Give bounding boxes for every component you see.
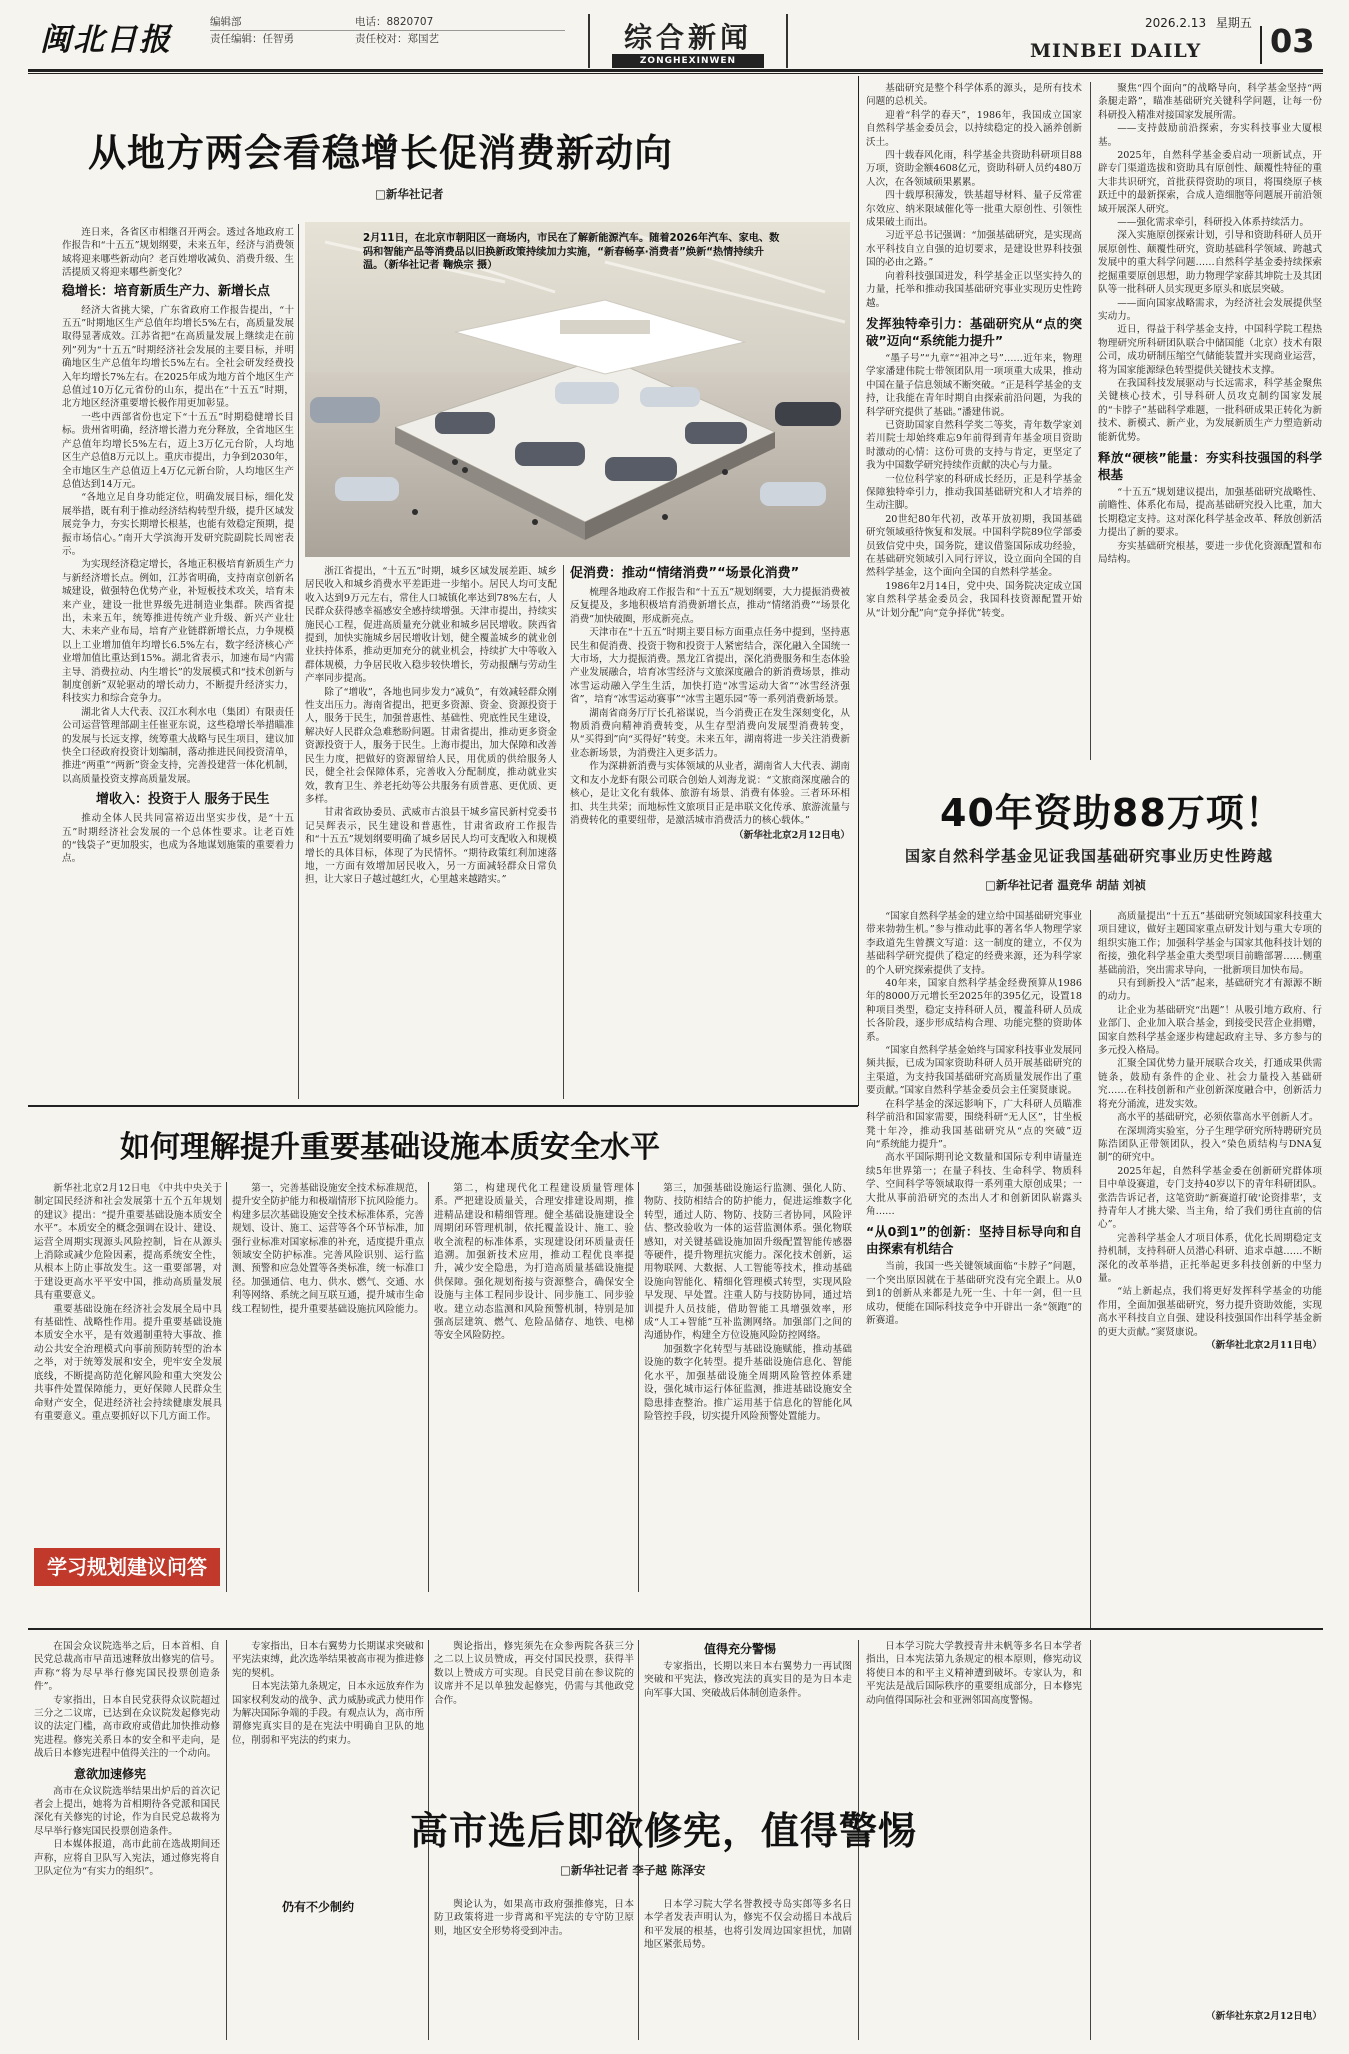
article-1-photo-caption: 2月11日，在北京市朝阳区一商场内，市民在了解新能源汽车。随着2026年汽车、家电、数码和智能产品等消费品以旧换新政策持续加力实施，“新春畅享·消费者”焕新“热情持续升温。（新华社记者 鞠焕宗 摄） [363, 233, 780, 271]
duty-editor: 责任编辑：任智勇 [210, 33, 294, 45]
article-2-paragraph: 基础研究是整个科学体系的源头，是所有技术问题的总机关。 [866, 83, 1082, 108]
article-4-subheading: 仍有不少制约 [282, 1900, 355, 1914]
article-1-paragraph: 湖北省人大代表、汉江水利水电（集团）有限责任公司运营管理部副主任崔亚东说，这些稳增长举措瞄准的发展与长远支撑，统筹重大战略与民生项目，建议加快全口径政府投资计划编制，落动推进民间投资清单，推进“两重”“两新”资金支持，完善投建营一体化机制，以高质量投资支撑高质量发展。 [62, 706, 294, 785]
article-2-paragraph: 只有到新投入“活”起来，基础研究才有源源不断的动力。 [1098, 978, 1322, 1003]
article-2-paragraph: 习近平总书记强调：“加强基础研究，是实现高水平科技自立自强的迫切要求，是建设世界科技强国的必由之路。” [866, 230, 1082, 269]
article-2-paragraph: 高水平国际期刊论文数量和国际专利申请量连续5年世界第一；在量子科技、生命科学、物质科学、空间科学等领域取得一系列重大原创成果；一大批从事前沿研究的杰出人才和创新团队崭露头角…… [866, 1152, 1082, 1217]
article-3-paragraph: 第一，完善基础设施安全技术标准规范，提升安全防护能力和极端情形下抗风险能力。构建多层次基础设施安全技术标准体系，完善规划、设计、施工、运营等各个环节标准，加强行业标准对国家标准的补充，适度提升重点领域安全防护标准。完善风险识别、运行监测、预警和应急处置等各类标准，统一标准口径。加强通信、电力、供水、燃气、交通、水利等网络、系统之间互联互通，提升城市生命线工程韧性，提升重要基础设施抗风险能力。 [232, 1183, 424, 1315]
article-2-paragraph: 已资助国家自然科学奖二等奖，青年数学家刘若川院士却始终难忘9年前得到青年基金项目资助时激动的心情：这份可贵的支持与肯定，更坚定了我为中国数学研究持续作贡献的决心与力量。 [866, 419, 1082, 472]
article-4-paragraph: 舆论指出，修宪须先在众参两院各获三分之二以上议员赞成，再交付国民投票，获得半数以上赞成方可实现。自民党目前在参议院的议席并不足以单独发起修宪，仍需与其他政党合作。 [434, 1641, 634, 1706]
article-2-paragraph: “站上新起点，我们将更好发挥科学基金的功能作用，全面加强基础研究，努力提升资助效能，实现高水平科技自立自强、建设科技强国作出科学基金新的更大贡献。”窦贤康说。 [1098, 1286, 1322, 1338]
article-2-paragraph: “国家自然科学基金的建立给中国基础研究事业带来勃勃生机。”参与推动此事的著名华人物理学家李政道先生曾撰文写道：这一制度的建立，不仅为基础科学研究提供了稳定的经费来源，还为科学家的个人研究探索提供了支持。 [866, 911, 1082, 976]
article-2-paragraph: ——面向国家战略需求，为经济社会发展提供坚实动力。 [1098, 297, 1322, 322]
article-1-byline: □新华社记者 [375, 187, 444, 201]
article-2-paragraph: 2025年，自然科学基金委启动一项新试点，开辟专门渠道选拔和资助具有原创性、颠覆性特征的重大非共识研究，首批获得资助的项目，将围绕原子核跃迁中的最新探索，合成人造细胞等问题展开前沿领域开展深人研究。 [1098, 150, 1322, 215]
article-2-paragraph: 在科学基金的深远影响下，广大科研人员瞄准科学前沿和国家需要，围绕科研“无人区”，甘坐板凳十年冷，推动我国基础研究从“点的突破”迈向“系统能力提升”。 [866, 1098, 1082, 1150]
article-1-paragraph: 推动全体人民共同富裕迈出坚实步伐，是“十五五”时期经济社会发展的一个总体性要求。让老百姓的“钱袋子”更加殷实，也成为各地谋划施策的重要着力点。 [62, 813, 294, 865]
article-4-paragraph: 日本媒体报道，高市此前在选战期间还声称，应将自卫队写入宪法，通过修宪将自卫队定位为“有实力的组织”。 [34, 1839, 220, 1878]
article-4-byline: □新华社记者 李子越 陈泽安 [560, 1863, 706, 1877]
article-2-paragraph: 当前，我国一些关键领域面临“卡脖子”问题，一个突出原因就在于基础研究没有完全跟上。从0到1的创新从来都是九死一生、十年一剑，但一旦成功，便能在国际科技竞争中开辟出一条“领跑”的新赛道。 [866, 1261, 1082, 1326]
article-2-paragraph: 高质量提出“十五五”基础研究领域国家科技重大项目建议，做好主题国家重点研发计划与重大专项的组织实施工作；加强科学基金与国家其他科技计划的衔接，強化科学基金重大类型项目前瞻部署……侧重基础前沿，突出需求导向，一批新项目加快布局。 [1098, 911, 1322, 976]
section-box [588, 14, 788, 68]
article-2-paragraph: 完善科学基金人才项目体系，优化长周期稳定支持机制，支持科研人员潜心科研、追求卓越……不断深化的改革举措，正托举起更多科技创新的中坚力量。 [1098, 1232, 1322, 1284]
article-1-subheading: 增收入：投资于人 服务于民生 [96, 792, 270, 808]
study-qa-banner [34, 1548, 220, 1586]
phone-number: 8820707 [386, 16, 434, 28]
article-2-paragraph: ——支持鼓励前沿探索，夯实科技事业大厦根基。 [1098, 123, 1322, 148]
article-1-paragraph: 天津市在“十五五”时期主要目标方面重点任务中提到，坚持惠民生和促消费、投资于物和投资于人紧密结合，深化融入全国统一大市场，大力提振消费。黑龙江省提出，深化消费服务和生态体验产业发展融合，培育冰雪经济与文旅深度融合的新消费场景，推动冰雪运动融入学生生活，加快打造“冰雪运动大省”“冰雪经济强省”，培育“冰雪运动赛事”“冰雪主题乐园”等一系列消费新场景。 [570, 627, 850, 706]
article-3-paragraph: 第三，加强基础设施运行监测、强化人防、物防、技防相结合的防护能力，促进运维数字化转型，通过人防、物防、技防三者协同，风险评估、整改验收为一体的运营监测体系。强化物联感知，对关键基础设施加固升级配置智能传感器等硬件，提升物理抗灾能力。深化技术创新，运用物联网、大数据、人工智能等技术，推动基础设施向智能化、精细化管理模式转型，实现风险早发现、早处置。注重人防与技防协同，通过培训提升人员技能，借助智能工具增强效率，形成“人工+智能”互补监测网络。加强部门之间的沟通协作，构建全方位设施风险防控网络。 [644, 1183, 852, 1342]
article-2-subheading: “从0到1”的创新：坚持目标导向和自由探索有机结合 [866, 1224, 1082, 1257]
article-2-subtitle: 国家自然科学基金见证我国基础研究事业历史性跨越 [905, 847, 1274, 865]
article-2-paragraph: “十五五”规划建议提出，加强基础研究战略性、前瞻性、体系化布局，提高基础研究投入比重，加大长期稳定支持。这对深化科学基金改革、释放创新活力提出了新的要求。 [1098, 486, 1322, 539]
article-4-subheading: 意欲加速修宪 [74, 1766, 147, 1781]
article-2-paragraph: 近日，得益于科学基金支持，中国科学院工程热物理研究所科研团队联合中储国能（北京）技术有限公司，成功研制压缩空气储能装置并实现商业运营，将为国家能源绿色转型提供关键技术支撑。 [1098, 324, 1322, 376]
article-2-paragraph: 一位位科学家的科研成长经历，正是科学基金保障独特牵引力，推动我国基础研究和人才培养的生动注脚。 [866, 473, 1082, 512]
article-2-paragraph: 四十载春风化雨，科学基金共资助科研项目88万项，资助金额4608亿元，资助科研人员约480万人次，在各领域硕果累累。 [866, 150, 1082, 188]
article-4-paragraph: 日本学习院大学名誉教授寺岛实郎等多名日本学者发表声明认为，修宪不仅会动摇日本战后和平发展的根基，也将引发周边国家担忧，加剧地区紧张局势。 [644, 1899, 852, 1951]
phone-label: 电话： [355, 16, 387, 28]
section-title: 综合新闻 [623, 21, 752, 54]
article-1-subheading: 稳增长：培育新质生产力、新增长点 [62, 283, 271, 299]
article-1-paragraph: 除了“增收”，各地也同步发力“减负”，有效减轻群众刚性支出压力。海南省提出，把更多资源、资金、资源投资于人，服务于民生，加强普惠性、基础性、兜底性民生建设，解决好人民群众急难愁盼问题。甘肃省提出，推动更多资金资源投资于人，服务于民生。上海市提出，加大保障和改善民生力度，把做好的资源留给人民，用优质的供给服务人民，健全社会保障体系，完善收入分配制度，推动就业实效，教育卫生、养老托幼等公共服务有质普惠、更优质、更多样。 [305, 686, 557, 805]
article-3-paragraph: 第二，构建现代化工程建设质量管理体系。严把建设质量关，合理安排建设周期，推进精品建设和精细管理。健全基础设施建设全周期闭环管理机制，依托覆盖设计、施工、验收全流程的标准体系，实现建设闭环质量责任追溯。加强新技术应用，推动工程优良率提升，减少安全隐患，为打造高质量基础设施提供保障。强化规划衔接与资源整合，确保安全设施与主体工程同步设计、同步施工、同步验收。建立动态监测和风险预警机制，特别是加强高层建筑、燃气、危险品储存、地铁、电梯等安全风险防控。 [434, 1183, 634, 1342]
editor-line: 编辑部 [210, 16, 242, 28]
article-1-paragraph: 为实现经济稳定增长，各地正积极培育新质生产力与新经济增长点。例如，江苏省明确，支持南京创新名城建设，做强特色优势产业，补短板技术攻关，培育未来产业，建设一批世界级先进制造业集群。陕西省提出，未来五年，统筹推进传统产业升级、新兴产业壮大、未来产业布局，培育产业链群新增长点，力争规模以上工业增加值年均增长6.5%左右，数字经济核心产业增加值比重达到15%。湖北省表示，加速布局“内需主导、消费拉动、内生增长”的发展模式和“技术创新与制度创新”双轮驱动的增长动力，不断提升经济实力，科技实力和综合竞争力。 [62, 559, 294, 705]
article-2-title: 40年资助88万项！ [940, 791, 1284, 835]
article-3-title: 如何理解提升重要基础设施本质安全水平 [120, 1130, 660, 1165]
article-2-byline: □新华社记者 温竞华 胡喆 刘祯 [985, 878, 1146, 892]
article-4-title: 高市选后即欲修宪，值得警惕 [410, 1808, 918, 1853]
article-1-sign: （新华社北京2月12日电） [734, 830, 850, 842]
article-4-paragraph: 在国会众议院选举之后，日本首相、自民党总裁高市早苗迅速释放出修宪的信号。声称“将为尽早举行修宪国民投票创造条件”。 [34, 1641, 220, 1693]
article-2-paragraph: 在我国科技发展驱动与长远需求，科学基金聚焦关键核心技术，引导科研人员攻克制约国家发展的“卡脖子”基础科学难题，一批科研成果正转化为新技术、新模式、新产业，为发展新质生产力塑造新动能新优势。 [1098, 377, 1322, 443]
article-4-paragraph: 舆论认为，如果高市政府强推修宪，日本防卫政策将进一步背离和平宪法的专守防卫原则，地区安全形势将受到冲击。 [434, 1899, 634, 1937]
article-3-paragraph: 重要基础设施在经济社会发展全局中具有基础性、战略性作用。提升重要基础设施本质安全水平，是有效遏制重特大事故、推动公共安全治理模式向事前预防转型的治本之举，对于统筹发展和安全，兜牢安全发展底线，不断提高防范化解风险和重大突发公共事件处置保障能力，更好保障人民群众生命财产安全，促进经济社会持续健康发展具有重要意义。重点要抓好以下几方面工作。 [34, 1303, 222, 1422]
article-1-paragraph: 经济大省挑大梁，广东省政府工作报告提出，“十五五”时期地区生产总值年均增长5%左右，高质量发展取得显著成效。江苏省把“在高质量发展上继续走在前列”列为“十五五”时期经济社会发展的主要目标，并明确地区生产总值年均增长5%左右。全社会研发经费投入年均增长7%左右。在2025年成为地方首个地区生产总值过10万亿元省份的山东，提出在“十五五”时期，北方地区经济重要增长极作用更加彰显。 [62, 304, 294, 410]
article-2-paragraph: 40年来，国家自然科学基金经费预算从1986年的8000万元增长至2025年的395亿元，设置18种项目类型，稳定支持科研人员，覆盖科研人员成长各阶段，逐步形成结构合理、功能完整的资助体系。 [866, 978, 1082, 1043]
article-2-paragraph: “国家自然科学基金始终与国家科技事业发展同频共振，已成为国家资助科研人员开展基础研究的主渠道，为支持我国基础研究高质量发展作出了重要贡献。”国家自然科学基金委员会主任窦贤康说。 [866, 1045, 1082, 1097]
article-2-paragraph: 聚焦“四个面向”的战略导向，科学基金坚持“两条腿走路”，瞄准基础研究关键科学问题，让每一份科研投入精准对接国家发展所需。 [1098, 83, 1322, 121]
article-2-paragraph: 向着科技强国进发，科学基金正以坚实持久的力量，托举和推动我国基础研究事业实现历史性跨越。 [866, 270, 1082, 309]
article-4-paragraph: 专家指出，日本自民党获得众议院超过三分之二议席，已达到在众议院发起修宪动议的法定门槛，高市政府或借此加快推动修宪进程。修宪关系日本的安全和平走向，是战后日本修宪进程中值得关注的一个动向。 [34, 1694, 220, 1760]
article-2-paragraph: 迎着“科学的春天”，1986年，我国成立国家自然科学基金委员会，以持续稳定的投入涵养创新沃土。 [866, 109, 1082, 148]
article-1-paragraph: 连日来，各省区市相继召开两会。透过各地政府工作报告和“十五五”规划纲要，未来五年，经济与消费领域将迎来哪些新动向？老百姓增收减负、消费升级、生活提质又将迎来哪些新变化？ [62, 227, 294, 279]
article-2-paragraph: 2025年起，自然科学基金委在创新研究群体项目中单设赛道，专门支持40岁以下的青年科研团队。张浩告诉记者，这笔资助“新赛道打破‘论资排辈’，支持青年人才挑大梁、当主角，给了我们勇往直前的信心”。 [1098, 1165, 1322, 1231]
article-2-paragraph: 1986年2月14日，党中央、国务院决定成立国家自然科学基金委员会，我国科技资源配置开始从“计划分配”向“竞争择优”转变。 [866, 580, 1082, 619]
article-2-paragraph: 在深圳湾实验室，分子生理学研究所特聘研究员陈浩团队正带领团队，投入“染色质结构与DNA复制”的研究中。 [1098, 1125, 1322, 1164]
article-1-paragraph: 浙江省提出，“十五五”时期，城乡区域发展差距、城乡居民收入和城乡消费水平差距进一步缩小。居民人均可支配收入达到9万元左右，常住人口城镇化率达到78%左右，人民群众获得感幸福感安全感持续增强。天津市提出，持续实施民心工程，促进高质量充分就业和城乡居民增收。陕西省提到，加快实施城乡居民增收计划，健全覆盖城乡的就业创业扶持体系，推动更加充分的就业机会，持续扩大中等收入群体规模，力争居民收入稳步较快增长，劳动报酬与劳动生产率同步提高。 [305, 566, 557, 685]
article-2-paragraph: 让企业为基础研究“出题”！从吸引地方政府、行业部门、企业加入联合基金，到接受民营企业捐赠，国家自然科学基金逐步构建起政府主导、多方参与的多元投入格局。 [1098, 1004, 1322, 1057]
article-1-paragraph: 一些中西部省份也定下“十五五”时期稳健增长目标。贵州省明确，经济增长潜力充分释放，全省地区生产总值年均增长5%左右，迈上3万亿元台阶，人均地区生产总值8万元以上。重庆市提出，力争到2030年，全市地区生产总值迈上4万亿元新台阶，人均地区生产总值达到14万元。 [62, 411, 294, 490]
article-4-sign: （新华社东京2月12日电） [1206, 2011, 1322, 2022]
article-4-paragraph: 专家指出，日本右翼势力长期谋求突破和平宪法束缚，此次选举结果被高市视为推进修宪的契机。 [232, 1641, 424, 1679]
article-4-paragraph: 日本学习院大学教授青井未帆等多名日本学者指出，日本宪法第九条规定的根本原则，修宪动议将使日本的和平主义精神遭到破坏。专家认为，和平宪法是战后国际秩序的重要组成部分，日本修宪动向值得国际社会和亚洲邻国高度警惕。 [866, 1641, 1082, 1706]
article-2-sign: （新华社北京2月11日电） [1206, 1340, 1322, 1351]
article-2-paragraph: 夯实基础研究根基，要进一步优化资源配置和布局结构。 [1098, 540, 1322, 565]
article-1-paragraph: 梳理各地政府工作报告和“十五五”规划纲要，大力提振消费被反复提及，多地积极培育消费新增长点，推动“情绪消费”“场景化消费”加快破圈，形成新亮点。 [570, 587, 850, 625]
article-2-paragraph: 深入实施原创探索计划，引导和资助科研人员开展原创性、颠覆性研究，资助基础科学领域、跨越式发展中的重大科学问题……自然科学基金委持续探索挖掘重要原创思想，助力物理学家薛其坤院士及其团队等一批科研人员实现更多原头和底层突破。 [1098, 230, 1322, 296]
article-2-paragraph: ——强化需求牵引，科研投入体系持续活力。 [1117, 217, 1310, 229]
article-2-paragraph: “墨子号”“九章”“祖冲之号”……近年来，物理学家潘建伟院士带领团队用一项项重大成果，推动中国在量子信息领域不断突破。“正是科学基金的支持，让我能在青年时期自由探索前沿问题，为我的科学研究提供了基础。”潘建伟说。 [866, 352, 1082, 418]
issue-date: 2026.2.13 [1145, 16, 1207, 30]
article-4-subheading: 值得充分警惕 [704, 1642, 777, 1656]
article-1-photo [305, 222, 850, 557]
article-2-paragraph: 四十载厚积薄发，铁基超导材料、量子反常霍尔效应、纳米限域催化等一批重大原创性、引领性成果破土而出。 [866, 190, 1082, 229]
masthead [0, 0, 1349, 70]
article-3-paragraph: 加强数字化转型与基础设施赋能，推动基础设施的数字化转型。提升基础设施信息化、智能化水平，加强基础设施全周期风险管控体系建设，强化城市运行体征监测，推进基础设施安全隐患排查整治。推广运用基于信息化的智能化风险管控手段，切实提升风险预警处置能力。 [644, 1343, 852, 1422]
article-4-paragraph: 日本宪法第九条规定，日本永远放弃作为国家权利发动的战争、武力威胁或武力使用作为解决国际争端的手段。有观点认为，高市所谓修宪真实目的是在宪法中明确自卫队的地位，削弱和平宪法的约束力。 [232, 1681, 424, 1746]
article-4-paragraph: 高市在众议院选举结果出炉后的首次记者会上提出，她将为首相期待各党派和国民深化有关修宪的讨论，作为自民党总裁将为尽早举行修宪国民投票创造条件。 [34, 1785, 220, 1837]
article-2-paragraph: 汇聚全国优势力量开展联合攻关，打通成果供需链条，鼓励有条件的企业、社会力量投入基础研究……在科技创新和产业创新深度融合中，创新活力将充分涌流，进发实效。 [1098, 1058, 1322, 1110]
article-1-paragraph: 甘肃省政协委员、武威市古浪县干城乡富民新村党委书记吴辉表示，民生建设和普惠性，甘肃省政府工作报告和“十五五”规划纲要明确了城乡居民人均可支配收入和规模增长的具体目标，体现了为民情怀。“期待政策红利加速落地，一方面有效增加居民收入，另一方面减轻群众日常负担，让大家日子越过越红火，心里越来越踏实。” [305, 807, 557, 886]
page-number: 03 [1270, 22, 1315, 60]
proof-editor: 责任校对：郑国艺 [355, 33, 439, 45]
article-1-paragraph: 作为深耕新消费与实体领域的从业者，湖南省人大代表、湖南文和友小龙虾有限公司联合创始人刘海龙说：“文旅商深度融合的核心，是让文化有载体、旅游有场景、消费有体验。三者环环相扣、共生共荣；而地标性文旅项目正是串联文化传承、旅游流量与消费转化的重要纽带，是激活城市消费活力的核心载体。” [570, 761, 850, 826]
article-3-paragraph: 新华社北京2月12日电 《中共中央关于制定国民经济和社会发展第十五个五年规划的建议》提出：“提升重要基础设施本质安全水平”。本质安全的概念强调在设计、建设、运营全周期实现源头风险控制，旨在从源头上消除或减少危险因素，提高系统安全性，从根本上防止事故发生。这一重要部署，对于建设更高水平平安中国，推动高质量发展具有重要意义。 [34, 1183, 222, 1302]
section-pinyin: ZONGHEXINWEN [612, 54, 764, 68]
issue-weekday: 星期五 [1215, 16, 1252, 30]
article-1-subheading: 促消费：推动“情绪消费”“场景化消费” [570, 566, 800, 581]
article-2-subheading: 发挥独特牵引力：基础研究从“点的突破”迈向“系统能力提升” [866, 315, 1082, 348]
article-1-paragraph: 湖南省商务厅厅长孔裕谋说，当今消费正在发生深刻变化，从物质消费向精神消费转变，从生存型消费向发展型消费转变，从“买得到”向“买得好”转变。未来五年，湖南将进一步关注消费新业态新场景，为消费注入更多活力。 [570, 707, 850, 759]
article-1-paragraph: “各地立足自身功能定位，明确发展目标，细化发展举措，既有利于推动经济结构转型升级，提升区域发展竞争力，夯实长期增长根基，也能有效稳定预期，提振市场信心。”南开大学滨海开发研究院副院长周密表示。 [62, 492, 294, 557]
paper-logo: 闽北日报 [40, 22, 172, 58]
study-qa-banner-text: 学习规划建议问答 [47, 1555, 207, 1579]
article-2-paragraph: 20世纪80年代初，改革开放初期，我国基础研究领域亟待恢复和发展。中国科学院89位学部委员致信党中央，国务院，建议借鉴国际成功经验，在基础研究领域引入同行评议，设立面向全国的自然科学基金，这个面向全国的自然科学基金。 [866, 513, 1082, 579]
article-2-paragraph: 高水平的基础研究，必须依靠高水平创新人才。 [1117, 1112, 1319, 1124]
article-1-title: 从地方两会看稳增长促消费新动向 [88, 131, 674, 175]
article-2-subheading: 释放“硬核”能量：夯实科技强国的科学根基 [1098, 449, 1322, 482]
paper-name-en: MINBEI DAILY [1030, 40, 1202, 62]
article-4-paragraph: 专家指出，长期以来日本右翼势力一再试图突破和平宪法，修改宪法的真实目的是为日本走向军事大国、突破战后体制创造条件。 [644, 1661, 852, 1699]
